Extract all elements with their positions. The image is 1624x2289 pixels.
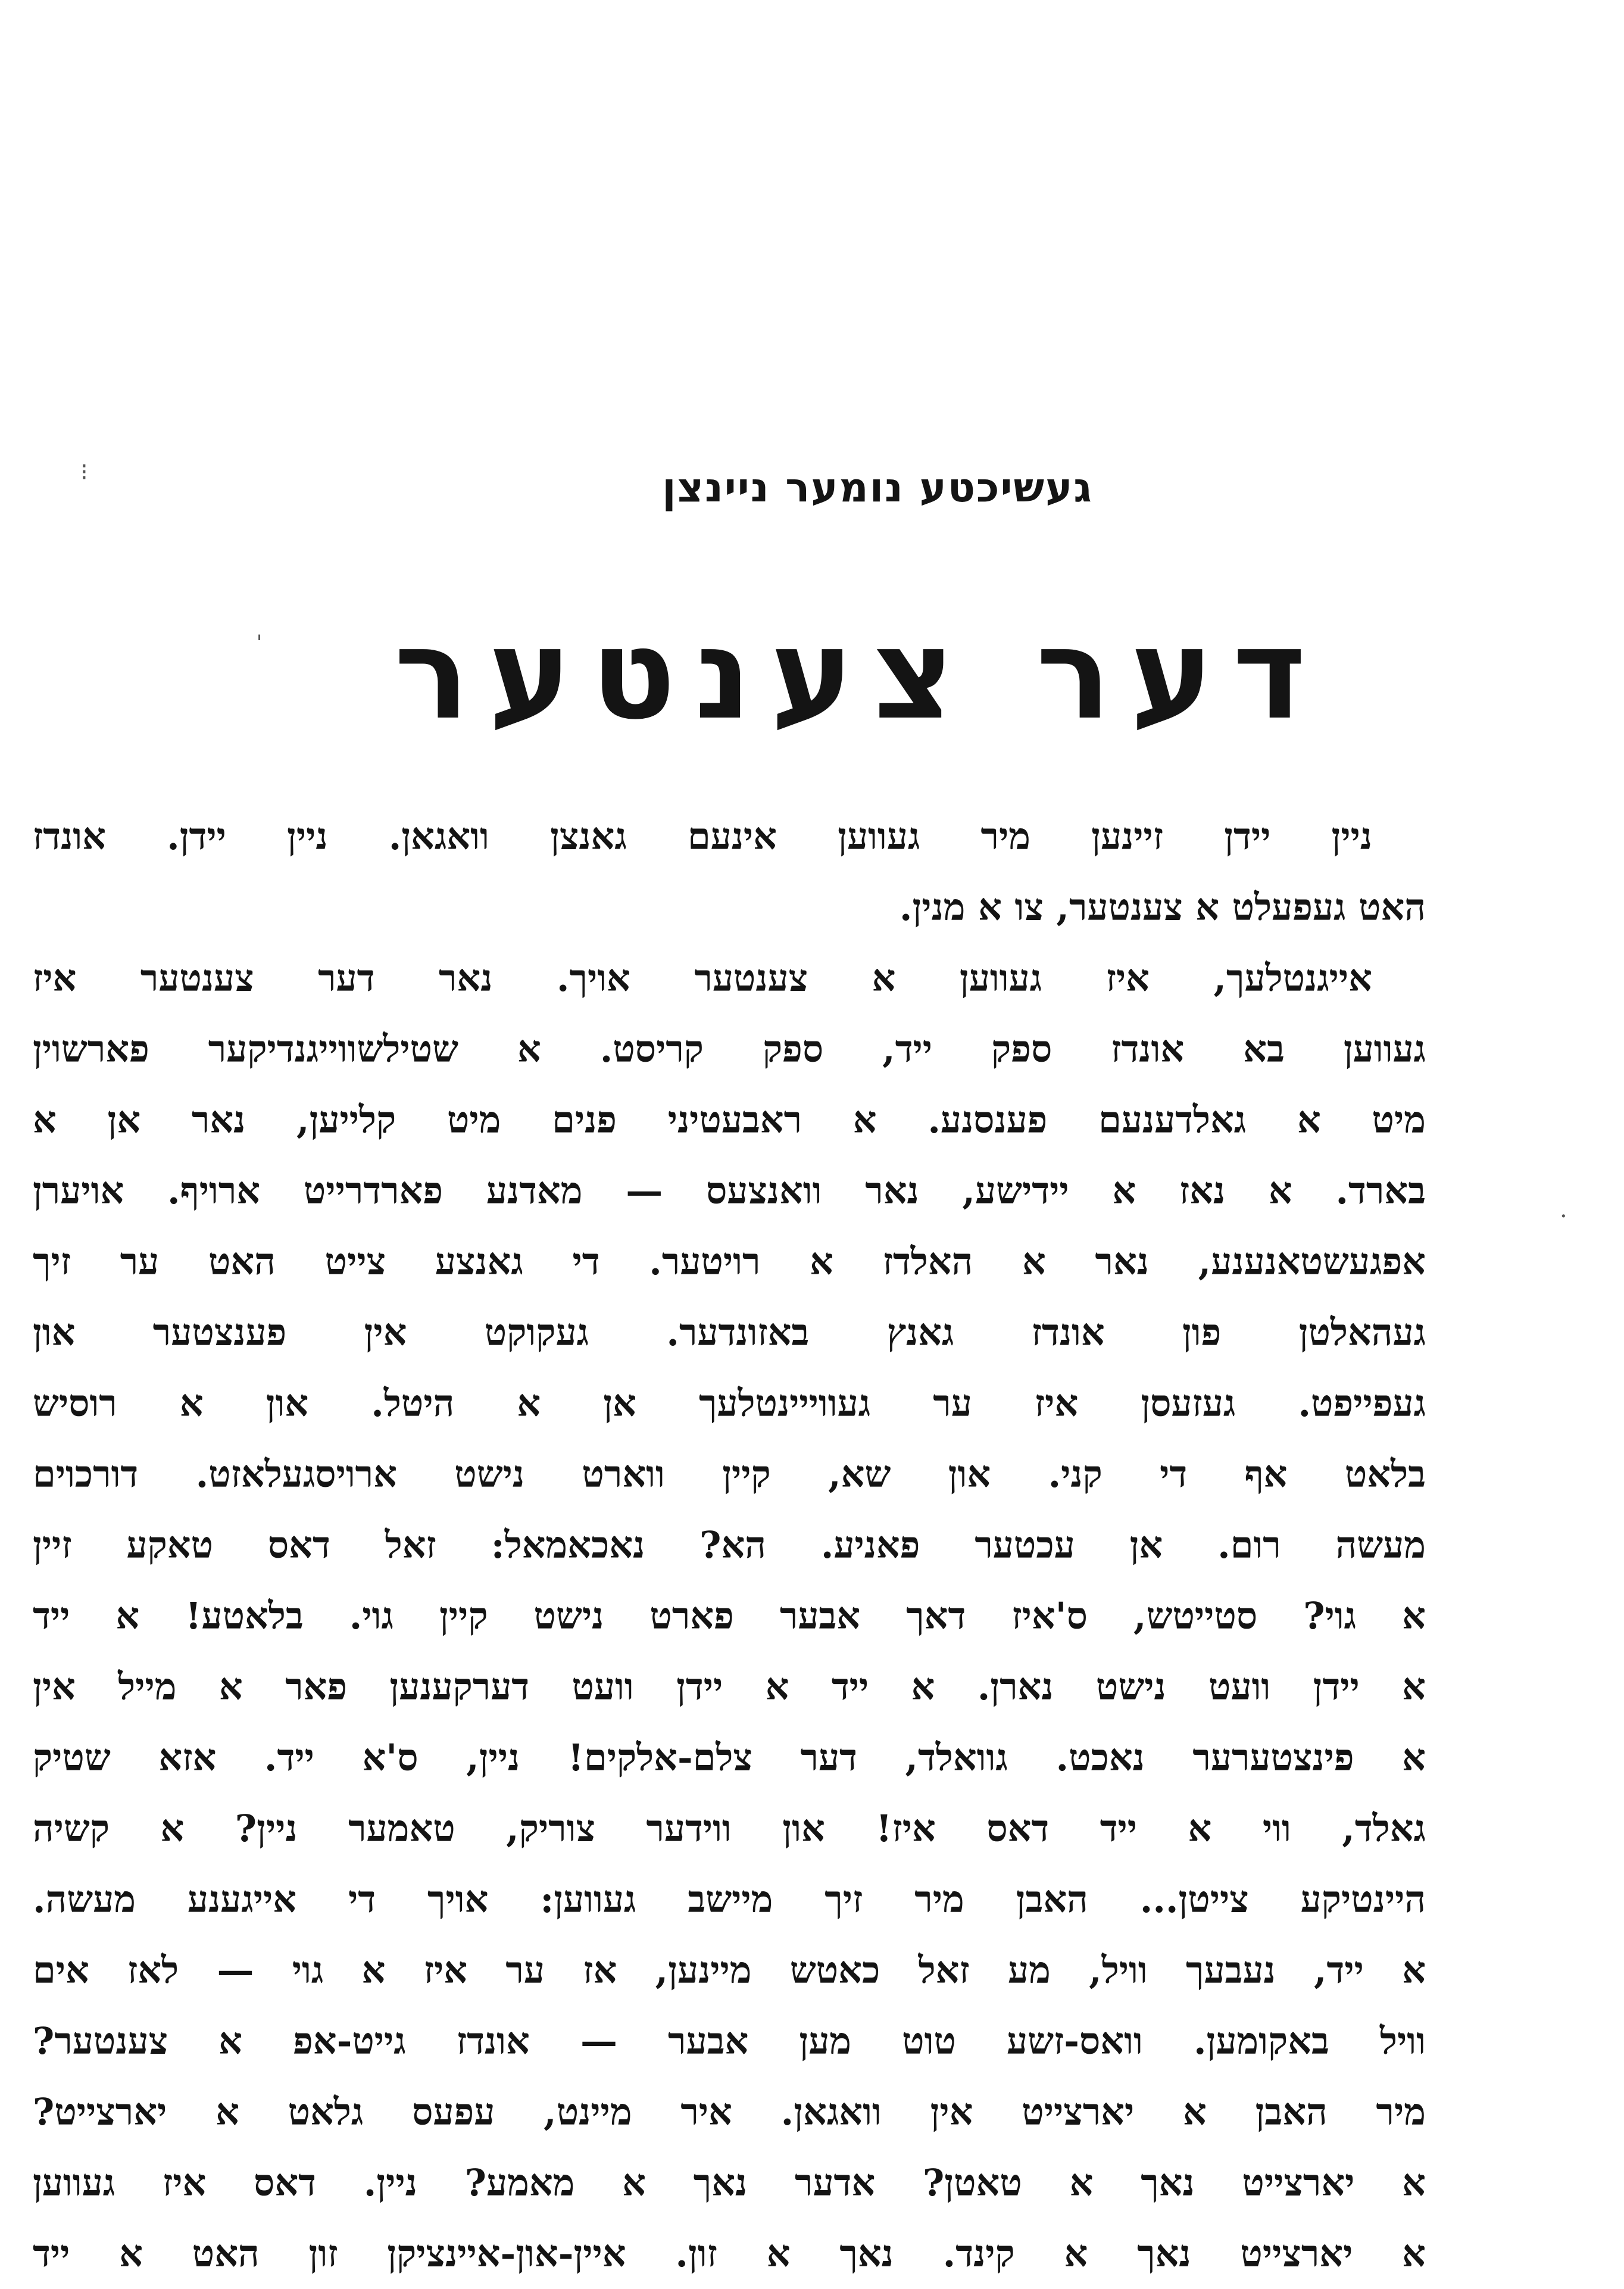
text-line: מיט א גאלדענעם פענסנע. א ראבעטיני פנים מיט קלייען, נאר אן א (33, 1098, 1426, 1142)
story-heading: געשיכטע נומער ניינצן (662, 464, 1093, 512)
text-line: אייגנטלעך, איז געווען א צענטער אויך. נאר דער צענטער איז (33, 956, 1372, 1000)
text-line: מיר האבן א יארצייט אין וואגאן. איר מיינט, עפעס גלאט א יארצייט? (33, 2090, 1426, 2134)
print-speck: ⁝ (80, 459, 88, 486)
story-body (33, 801, 1426, 2289)
text-line: א יארצייט נאך א קינד. נאך א זון. איין-און-איינציקן זון האט א ייד (33, 2232, 1426, 2275)
text-line: א גוי? סטייטש, ס'איז דאך אבער פארט נישט קיין גוי. בלאטע! א ייד (33, 1594, 1426, 1638)
text-line: געהאלטן פון אונדז גאנץ באזונדער. געקוקט אין פענצטער און (33, 1311, 1426, 1354)
text-line: געפייפט. געזעסן איז ער געווייינטלעך אן א היטל. און א רוסיש (33, 1381, 1426, 1425)
text-line: וויל באקומען. וואס-זשע טוט מען אבער — אונדז גייט-אפ א צענטער? (33, 2019, 1426, 2063)
text-line: היינטיקע צייטן... האבן מיר זיך מיישב געווען: אויך די אייגענע מעשה. (33, 1878, 1426, 1921)
text-line: געווען בא אונדז ספק ייד, ספק קריסט. א שטילשווייגנדיקער פארשוין (33, 1027, 1426, 1071)
text-line: א יידן וועט נישט נארן. א ייד א יידן וועט דערקענען פאר א מייל אין (33, 1665, 1426, 1708)
story-title: דער צענטער (394, 601, 1325, 747)
text-line: א ייד, נעבעך וויל, מע זאל כאטש מיינען, אז ער איז א גוי — לאז אים (33, 1948, 1426, 1992)
text-line: בארד. א נאז א יידישע, נאר וואנצעס — מאדנע פארדרייט ארויף. אויערן (33, 1169, 1426, 1212)
text-line: גאלד, ווי א ייד דאס איז! און ווידער צוריק, טאמער ניין? א קשיה (33, 1807, 1426, 1850)
text-line: א יארצייט נאך א טאטן? אדער נאך א מאמע? ניין. דאס איז געווען (33, 2161, 1426, 2204)
text-line: א פינצטערער נאכט. גוואלד, דער צלם-אלקים! ניין, ס'א ייד. אזא שטיק (33, 1736, 1426, 1779)
text-line: מעשה רום. אן עכטער פאניע. הא? נאכאמאל: זאל דאס טאקע זיין (33, 1523, 1426, 1567)
print-speck: ˈ (256, 631, 263, 659)
text-line: האט געפעלט א צענטער, צו א מנין. (899, 885, 1426, 929)
print-speck: · (1560, 1203, 1567, 1230)
text-line: בלאט אף די קני. און שא, קיין ווארט נישט ארויסגעלאזט. דורכוים (33, 1452, 1426, 1496)
text-line: אפגעשטאנענע, נאר א האלדז א רויטער. די גאנצע צייט האט ער זיך (33, 1240, 1426, 1283)
text-line: ניין יידן זיינען מיר געווען אינעם גאנצן וואגאן. ניין יידן. אונדז (33, 815, 1372, 858)
